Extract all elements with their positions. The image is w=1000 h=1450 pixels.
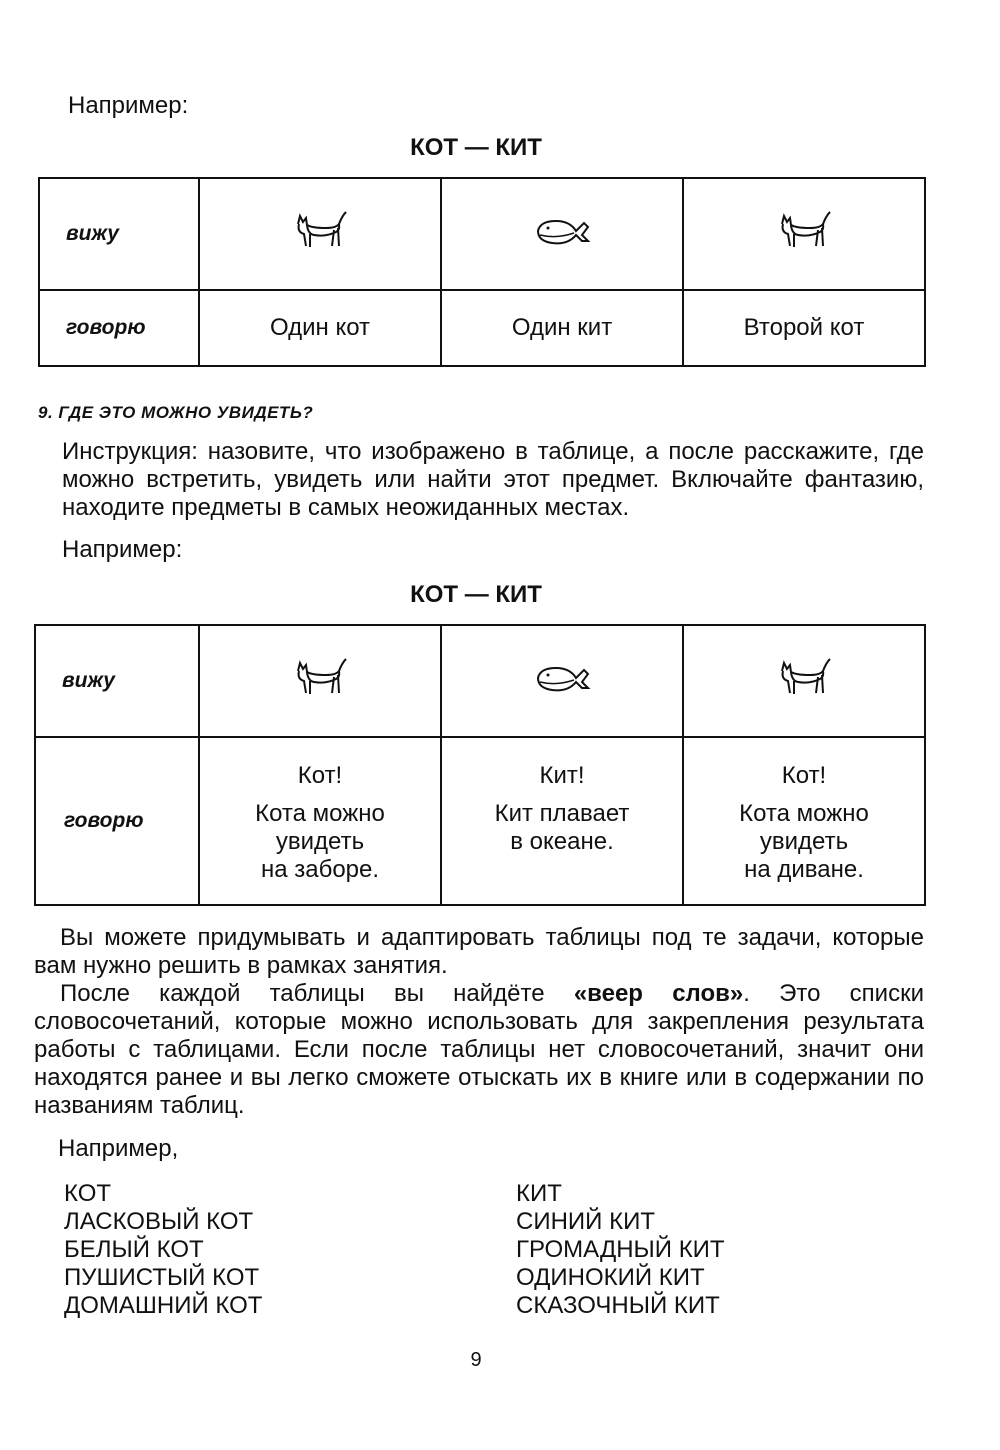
answer-line: в океане. — [510, 828, 614, 855]
row-header-say: говорю — [39, 290, 199, 366]
word-fan-item: КИТ — [516, 1180, 562, 1207]
whale-icon — [532, 211, 592, 251]
example-label: Например: — [62, 536, 183, 563]
word-fan-term: «веер слов» — [573, 980, 744, 1007]
picture-cell — [199, 178, 441, 290]
answer-line: Кит плавает — [494, 800, 630, 827]
answer-exclamation: Кот! — [297, 762, 343, 789]
answer-exclamation: Кот! — [781, 762, 827, 789]
answer-cell — [441, 737, 683, 905]
page-number: 9 — [470, 1349, 482, 1371]
answer-line: на диване. — [744, 856, 864, 883]
answer-line: Кота можно — [739, 800, 869, 827]
example-label: Например: — [68, 92, 189, 119]
instruction-text: Инструкция: назовите, что изображено в таблице, а после расскажите, где можно встретить, увидеть или найти этот предмет. Включайте фантазию, находите предметы в самых неожиданных местах. — [62, 438, 924, 521]
section-heading: 9. ГДЕ ЭТО МОЖНО УВИДЕТЬ? — [38, 403, 314, 422]
answer-line: Кота можно — [255, 800, 385, 827]
paragraph — [34, 980, 924, 1120]
word-fan-item: СКАЗОЧНЫЙ КИТ — [516, 1292, 720, 1319]
word-fan-right — [516, 1180, 725, 1320]
word-fan-item: СИНИЙ КИТ — [516, 1208, 655, 1235]
answer-cell: Один кот — [199, 290, 441, 366]
answer-cell — [683, 737, 925, 905]
answer-cell — [199, 737, 441, 905]
picture-cell — [683, 625, 925, 737]
word-fan-item: ПУШИСТЫЙ КОТ — [64, 1264, 260, 1291]
row-header-see: вижу — [35, 625, 199, 737]
answer-line: увидеть — [275, 828, 365, 855]
body-text — [34, 924, 924, 1120]
cat-icon — [290, 653, 350, 703]
picture-cell — [441, 178, 683, 290]
picture-cell — [199, 625, 441, 737]
word-fan-item: ЛАСКОВЫЙ КОТ — [64, 1208, 254, 1235]
example-table-1 — [38, 177, 926, 367]
whale-icon — [532, 658, 592, 698]
paragraph-text: После каждой таблицы вы найдёте — [60, 980, 574, 1007]
word-fan-item: КОТ — [64, 1180, 112, 1207]
picture-cell — [683, 178, 925, 290]
answer-cell: Второй кот — [683, 290, 925, 366]
answer-line: увидеть — [759, 828, 849, 855]
word-fan-item: БЕЛЫЙ КОТ — [64, 1236, 204, 1263]
picture-cell — [441, 625, 683, 737]
answer-exclamation: Кит! — [539, 762, 585, 789]
answer-line: на заборе. — [260, 856, 380, 883]
paragraph: Вы можете придумывать и адаптировать таблицы под те задачи, которые вам нужно решить в рамках занятия. — [34, 924, 924, 979]
instruction-paragraph — [62, 438, 924, 522]
word-fan-item: ДОМАШНИЙ КОТ — [64, 1292, 263, 1319]
example-title: КОТ — КИТ — [410, 134, 542, 161]
word-fan-item: ОДИНОКИЙ КИТ — [516, 1264, 705, 1291]
row-header-see: вижу — [39, 178, 199, 290]
example-table-2 — [34, 624, 926, 906]
answer-cell: Один кит — [441, 290, 683, 366]
example-label: Например, — [58, 1135, 179, 1162]
example-title: КОТ — КИТ — [410, 581, 542, 608]
row-header-say: говорю — [35, 737, 199, 905]
cat-icon — [774, 206, 834, 256]
word-fan-item: ГРОМАДНЫЙ КИТ — [516, 1236, 725, 1263]
word-fan-left — [64, 1180, 262, 1320]
cat-icon — [774, 653, 834, 703]
cat-icon — [290, 206, 350, 256]
paragraph-text: . Это списки словосочетаний, которые можно использовать для закрепления результата работы с таблицами. Если после таблицы нет словосочетаний, значит они находятся ранее и вы легко сможете отыскать их в книге или в содержании по названиям таблиц. — [34, 980, 924, 1119]
